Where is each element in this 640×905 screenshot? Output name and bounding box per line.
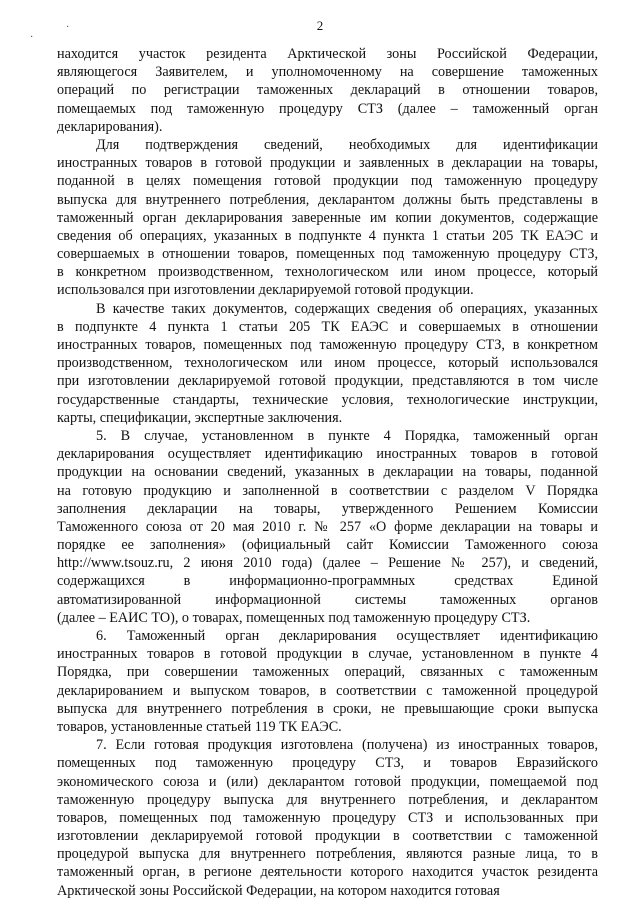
text-line: порядке ее заполнения» (официальный сайт Комиссии Таможенного союза: [57, 537, 598, 554]
text-line: поданной в целях помещения готовой продукции под таможенную процедуру: [57, 173, 598, 190]
text-line: В качестве таких документов, содержащих сведения об операциях, указанных: [96, 300, 598, 317]
text-line: товаров, установленные статьей 119 ТК ЕАЭС.: [57, 718, 342, 735]
text-line: сведения об операциях, указанных в подпункте 4 пункта 1 статьи 205 ТК ЕАЭС и: [57, 227, 598, 244]
text-line: декларированием и выпуском товаров, в соответствии с таможенной процедурой: [57, 682, 598, 699]
text-line: продукции на основании сведений, указанных в декларации на товары, поданной: [57, 464, 598, 481]
document-body: [57, 45, 598, 900]
text-line: выпуска для внутреннего потребления в сроки, не превышающие сроки выпуска: [57, 700, 598, 717]
text-line: государственные стандарты, технические условия, технологические инструкции,: [57, 391, 598, 408]
text-line: Для подтверждения сведений, необходимых для идентификации: [96, 136, 598, 153]
text-line: таможенную процедуру выпуска для внутреннего потребления, и декларантом: [57, 791, 598, 808]
text-line: 7. Если готовая продукция изготовлена (получена) из иностранных товаров,: [96, 737, 598, 754]
text-line: находится участок резидента Арктической зоны Российской Федерации,: [57, 46, 598, 62]
text-line: производственном, технологическом или ином процессе, который использовался: [57, 355, 598, 372]
text-line: выпуска для внутреннего потребления, декларантом должны быть представлены в: [57, 191, 598, 208]
text-line: совершаемых в отношении товаров, помещенных под таможенную процедуру СТЗ,: [57, 246, 598, 263]
text-line: 6. Таможенный орган декларирования осуществляет идентификацию: [96, 628, 598, 644]
paragraph-kinds: [57, 300, 598, 427]
text-line: иностранных товаров в готовой продукции и заявленных в декларации на товары,: [57, 155, 598, 172]
text-line: карты, спецификации, экспертные заключения.: [57, 409, 343, 426]
scan-mark: ·: [30, 32, 34, 43]
text-line: таможенный орган, в регионе деятельности которого находится участок резидента: [57, 864, 598, 881]
page-number: 2: [316, 18, 324, 33]
scan-mark: ·: [66, 22, 70, 33]
paragraph-5: [57, 427, 598, 627]
text-line: помещенных под таможенную процедуру СТЗ, и товаров Евразийского: [57, 755, 598, 772]
text-line: (далее – ЕАИС ТО), о товарах, помещенных под таможенную процедуру СТЗ.: [57, 609, 531, 626]
text-line: иностранных товаров, помещенных под таможенную процедуру СТЗ, в конкретном: [57, 337, 598, 353]
text-line: использовался при изготовлении декларируемой готовой продукции.: [57, 282, 474, 299]
text-line: экономического союза и (или) декларантом готовой продукции, помещаемой под: [57, 773, 598, 790]
text-line: декларирования).: [57, 118, 163, 135]
text-line: Порядка, при совершении таможенных операций, связанных с таможенным: [57, 664, 598, 681]
text-line: изготовлении декларируемой готовой продукции в соответствии с таможенной: [57, 828, 598, 845]
text-line: 5. В случае, установленном в пункте 4 Порядка, таможенный орган: [96, 427, 598, 444]
text-line: Арктической зоны Российской Федерации, на котором находится готовая: [57, 882, 500, 899]
text-line: содержащихся в информационно-программных средствах Единой: [57, 573, 598, 590]
paragraph-docs: [57, 136, 598, 300]
text-line: товаров, помещенных под таможенную процедуру СТЗ и использованных при: [57, 809, 598, 826]
text-line: в подпункте 4 пункта 1 статьи 205 ТК ЕАЭС и совершаемых в отношении: [57, 318, 598, 335]
text-line: в конкретном производственном, технологическом или ином процессе, который: [57, 264, 598, 281]
text-line: процедурой выпуска для внутреннего потребления, являются разные лица, то в: [57, 846, 598, 863]
text-line: таможенный орган декларирования заверенные им копии документов, содержащие: [57, 209, 598, 226]
paragraph-cont: [57, 45, 598, 136]
text-line: заполнения декларации на товары, утвержденного Решением Комиссии: [57, 500, 598, 517]
text-line: операций по регистрации таможенных деклараций в отношении товаров,: [57, 82, 598, 99]
text-line: Таможенного союза от 20 мая 2010 г. № 257 «О форме декларации на товары и: [57, 518, 598, 535]
text-line: http://www.tsouz.ru, 2 июня 2010 года) (далее – Решение № 257), и сведений,: [57, 555, 598, 572]
text-line: декларирования осуществляет идентификацию иностранных товаров в готовой: [57, 446, 598, 463]
text-line: на готовую продукцию и заполненной в соответствии с разделом V Порядка: [57, 482, 598, 499]
text-line: являющегося Заявителем, и уполномоченному на совершение таможенных: [57, 64, 598, 81]
text-line: при изготовлении декларируемой готовой продукции, представляются в том числе: [57, 373, 598, 390]
paragraph-7: [57, 736, 598, 900]
paragraph-6: [57, 627, 598, 736]
text-line: автоматизированной информационной системы таможенных органов: [57, 591, 598, 608]
text-line: помещаемых под таможенную процедуру СТЗ (далее – таможенный орган: [57, 100, 598, 117]
text-line: иностранных товаров в готовой продукции в случае, установленном в пункте 4: [57, 646, 598, 663]
